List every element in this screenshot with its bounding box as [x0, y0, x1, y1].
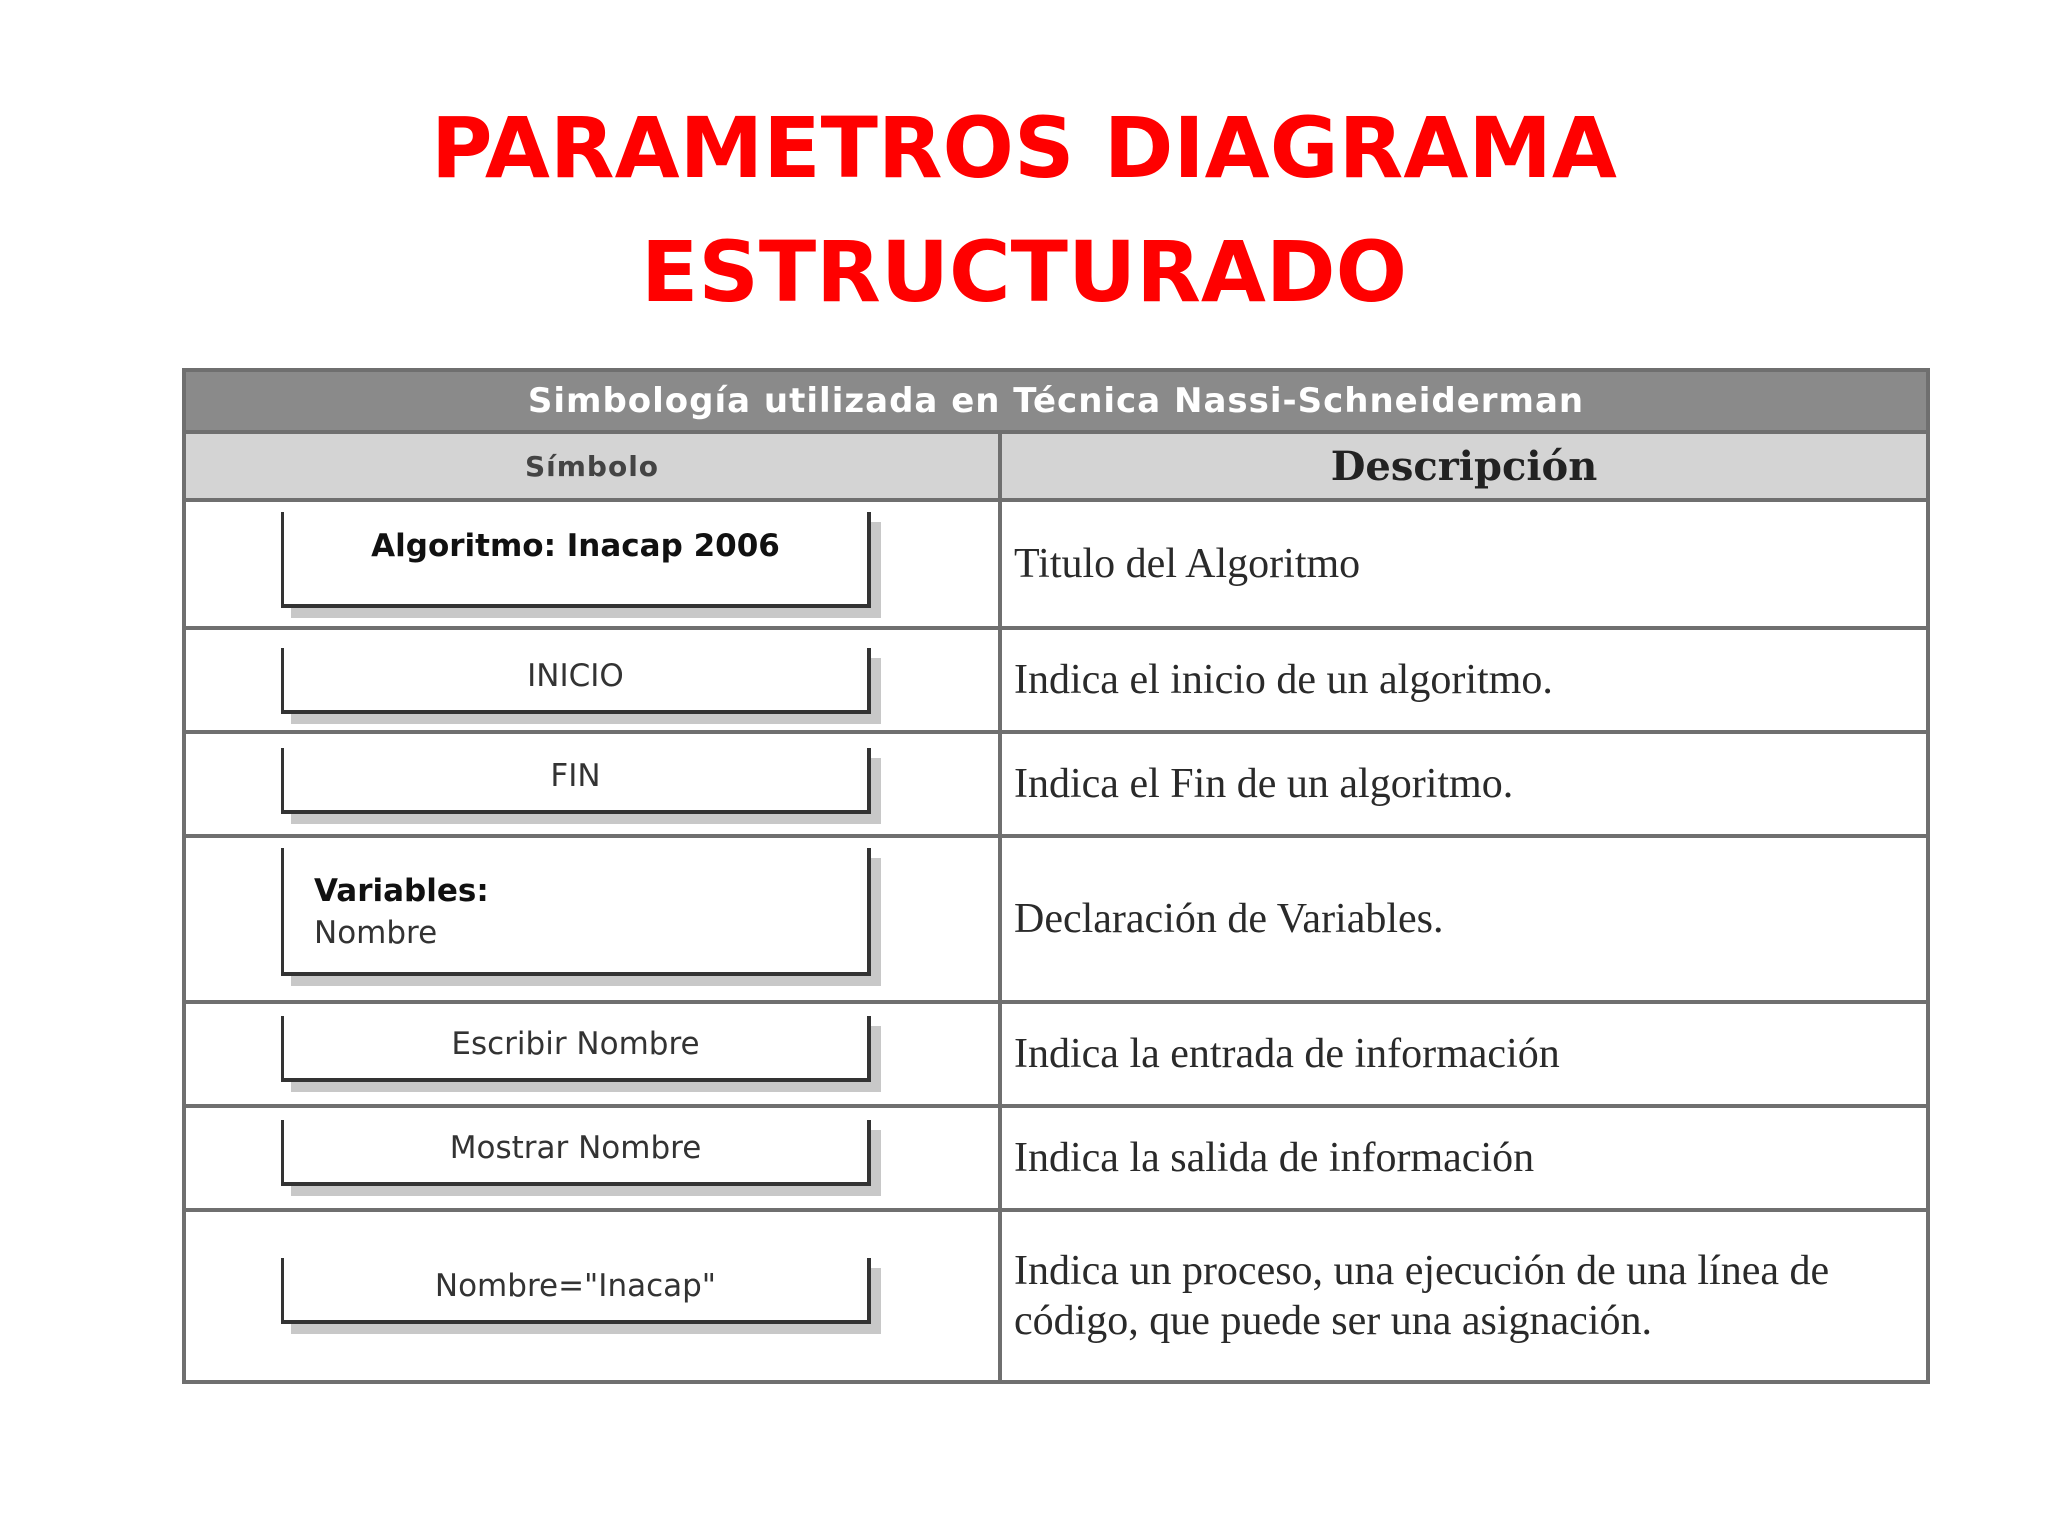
description-cell: Indica la entrada de información [1000, 1002, 1928, 1106]
symbol-cell [184, 1106, 1000, 1210]
table-row [184, 1210, 1928, 1382]
symbol-label: INICIO [527, 658, 624, 694]
table-caption: Simbología utilizada en Técnica Nassi-Schneiderman [184, 370, 1928, 432]
symbol-cell [184, 836, 1000, 1002]
header-description: Descripción [1000, 432, 1928, 500]
table-row [184, 732, 1928, 836]
slide-title [0, 86, 2048, 334]
header-symbol: Símbolo [184, 432, 1000, 500]
symbol-label: Algoritmo: Inacap 2006 [371, 528, 780, 564]
symbol-cell [184, 732, 1000, 836]
ns-symbol-box [281, 1016, 871, 1082]
ns-symbol-box [281, 1120, 871, 1186]
description-cell: Indica la salida de información [1000, 1106, 1928, 1210]
description-cell: Titulo del Algoritmo [1000, 500, 1928, 628]
symbol-heading: Variables: [314, 873, 489, 909]
description-cell: Declaración de Variables. [1000, 836, 1928, 1002]
table-row [184, 628, 1928, 732]
table-row [184, 836, 1928, 1002]
symbol-label: Nombre [314, 915, 438, 951]
symbol-cell [184, 1210, 1000, 1382]
table-caption-row [184, 370, 1928, 432]
symbol-table [182, 368, 1930, 1384]
ns-symbol-box [281, 1258, 871, 1324]
ns-symbol-box [281, 748, 871, 814]
symbol-label: Escribir Nombre [451, 1026, 700, 1062]
table-header-row [184, 432, 1928, 500]
symbol-cell [184, 500, 1000, 628]
ns-symbol-box [281, 648, 871, 714]
description-cell: Indica un proceso, una ejecución de una línea de código, que puede ser una asignación. [1000, 1210, 1928, 1382]
description-cell: Indica el Fin de un algoritmo. [1000, 732, 1928, 836]
symbol-cell [184, 1002, 1000, 1106]
title-line-2: ESTRUCTURADO [640, 223, 1408, 321]
symbol-label: Nombre="Inacap" [434, 1268, 717, 1304]
symbol-label: FIN [550, 758, 601, 794]
table-row [184, 500, 1928, 628]
table-row [184, 1106, 1928, 1210]
ns-symbol-box [281, 848, 871, 976]
title-line-1: PARAMETROS DIAGRAMA [431, 99, 1617, 197]
symbol-cell [184, 628, 1000, 732]
symbol-label: Mostrar Nombre [449, 1130, 702, 1166]
ns-symbol-box [281, 512, 871, 608]
table-row [184, 1002, 1928, 1106]
description-cell: Indica el inicio de un algoritmo. [1000, 628, 1928, 732]
